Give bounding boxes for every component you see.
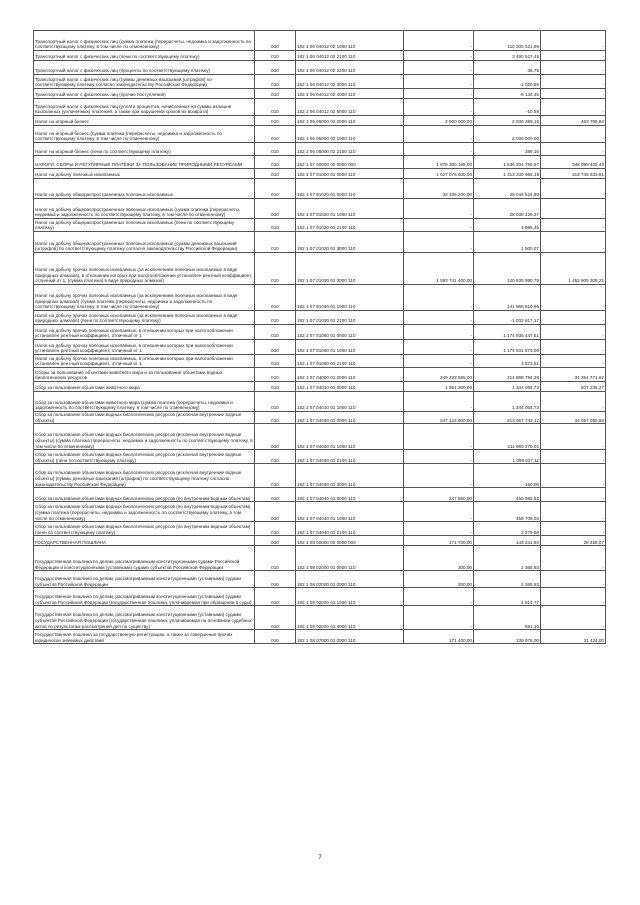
row-code-cell: 010 — [255, 311, 296, 325]
row-done-cell: 211 969 276,01 — [474, 424, 541, 450]
row-plan-cell: - — [404, 232, 474, 253]
row-done-cell: 551,16 — [474, 606, 541, 630]
table-row — [34, 536, 606, 546]
row-kbk-cell: 182 1 07 01030 01 2100 110 — [296, 311, 404, 325]
row-kbk-cell: 182 1 06 04012 02 2200 110 — [296, 61, 404, 75]
row-done-cell: 1 530 204 759,57 — [474, 156, 541, 169]
row-rest-cell: 34 057 056,88 — [541, 412, 606, 424]
row-done-cell: 28 044 524,89 — [474, 179, 541, 199]
row-name-cell: Транспортный налог с физических лиц (уплата процентов, начисленных на суммы излишне взысканных (уплаченных) платежей, а также при нарушении сроков их возврата) — [34, 99, 255, 116]
row-done-cell: -1 032 817,17 — [474, 311, 541, 325]
row-plan-cell: - — [404, 325, 474, 340]
table-row — [34, 502, 606, 522]
row-code-cell: 010 — [255, 546, 296, 571]
row-name-cell: Транспортный налог с физических лиц (сумма платежа (перерасчеты, недоимка и задолженность по соответствующему платежу, в том числе по отмененному) — [34, 31, 255, 51]
table-row — [34, 522, 606, 536]
row-code-cell: 010 — [255, 89, 296, 99]
table-row — [34, 488, 606, 502]
row-name-cell: Транспортный налог с физических лиц (пени по соответствующему платежу) — [34, 51, 255, 61]
row-plan-cell: 171 700,00 — [404, 536, 474, 546]
row-kbk-cell: 182 1 06 05000 02 0000 110 — [296, 116, 404, 126]
row-name-cell: Налог на добычу прочих полезных ископаемых (за исключением полезных ископаемых в виде природных алмазов) (пени по соответствующему платежу) — [34, 311, 255, 325]
row-kbk-cell: 182 1 07 01020 01 3000 110 — [296, 232, 404, 253]
row-done-cell: 139 976,00 — [474, 630, 541, 644]
row-plan-cell: - — [404, 143, 474, 156]
table-row — [34, 285, 606, 311]
row-plan-cell: 1 851 300,00 — [404, 382, 474, 392]
row-plan-cell: - — [404, 355, 474, 368]
row-done-cell: 1 814,77 — [474, 588, 541, 606]
row-done-cell: 36,75 — [474, 61, 541, 75]
row-code-cell: 010 — [255, 412, 296, 424]
row-kbk-cell: 182 1 06 04012 02 3000 110 — [296, 75, 404, 89]
row-code-cell: 010 — [255, 325, 296, 340]
row-rest-cell: 313 745 633,81 — [541, 169, 606, 179]
row-rest-cell: - — [541, 219, 606, 232]
row-code-cell: 010 — [255, 588, 296, 606]
row-name-cell: Сбор за пользование объектами водных биологических ресурсов (исключая внутренние водные объекты) (суммы денежных взысканий (штрафов) по соответствующему платежу согласно законодательству Российской Федерации) — [34, 464, 255, 488]
row-plan-cell: - — [404, 219, 474, 232]
row-plan-cell: - — [404, 61, 474, 75]
report-sheet — [33, 30, 605, 644]
row-name-cell: Налог на добычу прочих полезных ископаемых (за исключением полезных ископаемых в виде природных алмазов) (сумма платежа (перерасчеты, недоимка и задолженность по соответствующему платежу, в том числе по отмененному) — [34, 285, 255, 311]
row-rest-cell: - — [541, 502, 606, 522]
row-code-cell: 010 — [255, 126, 296, 143]
row-code-cell: 010 — [255, 488, 296, 502]
row-name-cell: Налог на добычу прочих полезных ископаемых (за исключением полезных ископаемых в виде природных алмазов), в отношении которых при налогообложении установлен рентный коэффициент, отличный от 1, (сумма платежа) в виде природных алмазов) — [34, 253, 255, 285]
table-row — [34, 340, 606, 355]
row-code-cell: 010 — [255, 285, 296, 311]
row-plan-cell: - — [404, 340, 474, 355]
row-done-cell: 1 313 330 966,19 — [474, 169, 541, 179]
row-rest-cell: - — [541, 99, 606, 116]
row-code-cell: 010 — [255, 502, 296, 522]
row-code-cell: 010 — [255, 219, 296, 232]
row-name-cell: Транспортный налог с физических лиц (проценты по соответствующему платежу) — [34, 61, 255, 75]
row-name-cell: Налог на добычу прочих полезных ископаемых, в отношении которых при налогообложении установлен рентный коэффициент, отличный от 1 — [34, 325, 255, 340]
row-kbk-cell: 182 1 07 04030 01 0000 110 — [296, 412, 404, 424]
row-done-cell: -10,59 — [474, 99, 541, 116]
table-row — [34, 89, 606, 99]
table-row — [34, 51, 606, 61]
row-kbk-cell: 182 1 07 01020 01 2100 110 — [296, 219, 404, 232]
table-row — [34, 571, 606, 588]
row-rest-cell: - — [541, 606, 606, 630]
row-kbk-cell: 182 1 08 02000 01 0000 110 — [296, 546, 404, 571]
table-row — [34, 546, 606, 571]
row-name-cell: Налог на добычу прочих полезных ископаемых, в отношении которых при налогообложении установлен рентный коэффициент, отличный от 1 — [34, 340, 255, 355]
row-rest-cell: 31 424,00 — [541, 630, 606, 644]
row-kbk-cell: 182 1 06 04012 02 4000 110 — [296, 89, 404, 99]
row-name-cell: Транспортный налог с физических лиц (прочие поступления) — [34, 89, 255, 99]
row-name-cell: Государственная пошлина по делам, рассматриваемым конституционными (уставными) судами субъектов Российской Федерации (государственная пошлина, уплачиваемая при обращении в суды) — [34, 588, 255, 606]
row-rest-cell: - — [541, 311, 606, 325]
row-done-cell: 140 835 990,79 — [474, 253, 541, 285]
row-name-cell: Налог на добычу общераспространенных полезных ископаемых (пени по соответствующему платежу) — [34, 219, 255, 232]
row-name-cell: Сбор за пользование объектами водных биологических ресурсов (по внутренним водным объектам) — [34, 488, 255, 502]
table-row — [34, 630, 606, 644]
row-plan-cell: - — [404, 126, 474, 143]
row-name-cell: Государственная пошлина за государственную регистрацию, а также за совершение прочих юридически значимых действий — [34, 630, 255, 644]
row-done-cell: 214 868 793,38 — [474, 368, 541, 382]
row-code-cell: 010 — [255, 75, 296, 89]
row-kbk-cell: 182 1 07 01060 01 2100 110 — [296, 355, 404, 368]
row-code-cell: 010 — [255, 392, 296, 412]
row-code-cell: 010 — [255, 253, 296, 285]
row-name-cell: Государственная пошлина по делам, рассматриваемым конституционными (уставными) судами субъектов Российской Федерации (государственная пошлина, уплачиваемая на основании судебных актов по результатам рассмотрения дел по существу) — [34, 606, 255, 630]
table-row — [34, 382, 606, 392]
row-rest-cell: - — [541, 51, 606, 61]
row-name-cell: Сбор за пользование объектами водных биологических ресурсов (исключая внутренние водные объекты) — [34, 412, 255, 424]
row-kbk-cell: 182 1 08 02020 01 4000 110 — [296, 606, 404, 630]
row-plan-cell: 1 627 076 600,00 — [404, 169, 474, 179]
row-plan-cell: 247 860,00 — [404, 488, 474, 502]
row-kbk-cell: 182 1 08 07000 01 0000 110 — [296, 630, 404, 644]
table-row — [34, 311, 606, 325]
table-row — [34, 355, 606, 368]
row-kbk-cell: 182 1 07 01020 01 1000 110 — [296, 199, 404, 219]
row-done-cell: 2 365,93 — [474, 546, 541, 571]
row-name-cell: Сбор за пользование объектами водных биологических ресурсов (по внутренним водным объектам) (сумма платежа (перерасчеты, недоимка и задолженность по соответствующему платежу, в том числе по отмененному) — [34, 502, 255, 522]
row-rest-cell: 348 095 405,43 — [541, 156, 606, 169]
row-kbk-cell: 182 1 07 01000 01 0000 110 — [296, 169, 404, 179]
row-code-cell: 010 — [255, 450, 296, 464]
row-kbk-cell: 182 1 07 04010 01 0000 110 — [296, 382, 404, 392]
row-done-cell: 143 241,93 — [474, 536, 541, 546]
row-rest-cell: 28 458,07 — [541, 536, 606, 546]
row-rest-cell: 34 354 771,62 — [541, 368, 606, 382]
row-done-cell: -1 020,59 — [474, 75, 541, 89]
row-rest-cell: - — [541, 31, 606, 51]
row-done-cell: 110 305 521,98 — [474, 31, 541, 51]
row-plan-cell: 1 878 300 165,00 — [404, 156, 474, 169]
row-kbk-cell: 182 1 08 00000 00 0000 000 — [296, 536, 404, 546]
row-plan-cell: - — [404, 588, 474, 606]
row-plan-cell: 249 223 565,00 — [404, 368, 474, 382]
row-done-cell: 2 279,50 — [474, 522, 541, 536]
row-code-cell: 010 — [255, 368, 296, 382]
row-done-cell: 1 174 936 447,51 — [474, 325, 541, 340]
row-plan-cell: - — [404, 199, 474, 219]
row-done-cell: 2 365,93 — [474, 571, 541, 588]
row-rest-cell: - — [541, 488, 606, 502]
row-done-cell: 289,16 — [474, 143, 541, 156]
table-row — [34, 99, 606, 116]
table-row — [34, 588, 606, 606]
table-row — [34, 325, 606, 340]
row-rest-cell: - — [541, 571, 606, 588]
table-row — [34, 219, 606, 232]
table-row — [34, 412, 606, 424]
row-name-cell: Сбор за пользование объектами водных биологических ресурсов (по внутренним водным объектам) (пени по соответствующему платежу) — [34, 522, 255, 536]
row-rest-cell: - — [541, 126, 606, 143]
row-plan-cell: - — [404, 89, 474, 99]
row-name-cell: ГОСУДАРСТВЕННАЯ ПОШЛИНА — [34, 536, 255, 546]
row-kbk-cell: 182 1 08 02020 01 0000 110 — [296, 571, 404, 588]
row-rest-cell: - — [541, 392, 606, 412]
row-name-cell: НАЛОГИ, СБОРЫ И РЕГУЛЯРНЫЕ ПЛАТЕЖИ ЗА ПОЛЬЗОВАНИЕ ПРИРОДНЫМИ РЕСУРСАМИ — [34, 156, 255, 169]
row-rest-cell: - — [541, 325, 606, 340]
row-rest-cell: - — [541, 355, 606, 368]
row-kbk-cell: 182 1 07 01030 01 1000 110 — [296, 285, 404, 311]
row-name-cell: Сборы за пользование объектами животного мира и за пользование объектами водных биологических ресурсов — [34, 368, 255, 382]
row-kbk-cell: 182 1 07 04030 01 2100 110 — [296, 450, 404, 464]
row-code-cell: 010 — [255, 382, 296, 392]
table-row — [34, 368, 606, 382]
table-row — [34, 169, 606, 179]
row-plan-cell: 33 336 200,00 — [404, 179, 474, 199]
page-number: 7 — [318, 855, 322, 861]
table-row — [34, 450, 606, 464]
row-code-cell: 010 — [255, 169, 296, 179]
row-code-cell: 010 — [255, 464, 296, 488]
row-kbk-cell: 182 1 07 04040 01 2100 110 — [296, 522, 404, 536]
row-kbk-cell: 182 1 06 05000 02 2100 110 — [296, 143, 404, 156]
row-name-cell: Налог на игорный бизнес — [34, 116, 255, 126]
row-rest-cell: - — [541, 143, 606, 156]
table-row — [34, 116, 606, 126]
row-name-cell: Сбор за пользование объектами водных биологических ресурсов (исключая внутренние водные объекты) (пени по соответствующему платежу) — [34, 450, 255, 464]
row-done-cell: 3 490 527,49 — [474, 51, 541, 61]
row-kbk-cell: 182 1 07 01030 01 0000 110 — [296, 253, 404, 285]
table-row — [34, 606, 606, 630]
row-kbk-cell: 182 1 06 05000 02 1000 110 — [296, 126, 404, 143]
row-plan-cell: 300,00 — [404, 546, 474, 571]
row-plan-cell: - — [404, 311, 474, 325]
row-rest-cell: - — [541, 285, 606, 311]
table-row — [34, 424, 606, 450]
row-plan-cell: - — [404, 392, 474, 412]
row-code-cell: 010 — [255, 340, 296, 355]
table-row — [34, 199, 606, 219]
row-code-cell: 010 — [255, 522, 296, 536]
row-done-cell: 4 995,45 — [474, 219, 541, 232]
row-plan-cell: 1 593 741 400,00 — [404, 253, 474, 285]
row-name-cell: Налог на игорный бизнес (сумма платежа (перерасчеты, недоимка и задолженность по соответствующему платежу, в том числе по отмененному) — [34, 126, 255, 143]
row-plan-cell: - — [404, 424, 474, 450]
row-rest-cell: - — [541, 424, 606, 450]
row-code-cell: 010 — [255, 99, 296, 116]
row-code-cell: 010 — [255, 116, 296, 126]
row-rest-cell: - — [541, 450, 606, 464]
revenue-table-body — [34, 31, 606, 644]
row-kbk-cell: 182 1 06 04012 02 2100 110 — [296, 51, 404, 61]
row-plan-cell: - — [404, 464, 474, 488]
row-code-cell: 010 — [255, 536, 296, 546]
row-name-cell: Налог на добычу прочих полезных ископаемых, в отношении которых при налогообложении установлен рентный коэффициент, отличный от 1 — [34, 355, 255, 368]
row-plan-cell: - — [404, 51, 474, 61]
table-row — [34, 31, 606, 51]
row-done-cell: -8 133,45 — [474, 89, 541, 99]
row-plan-cell: - — [404, 31, 474, 51]
row-name-cell: Транспортный налог с физических лиц (суммы денежных взысканий (штрафов) по соответствующему платежу согласно законодательству Российской Федерации) — [34, 75, 255, 89]
row-code-cell: 010 — [255, 232, 296, 253]
row-done-cell: 1 344 064,73 — [474, 392, 541, 412]
row-name-cell: Налог на добычу общераспространенных полезных ископаемых — [34, 179, 255, 199]
row-done-cell: 1 174 931 874,00 — [474, 340, 541, 355]
row-done-cell: 28 038 326,37 — [474, 199, 541, 219]
row-name-cell: Государственная пошлина по делам, рассматриваемым конституционными судами Российской Федерации и конституционными (уставными) судами субъектов Российской Федерации — [34, 546, 255, 571]
row-done-cell: 1 098 627,11 — [474, 450, 541, 464]
row-code-cell: 010 — [255, 606, 296, 630]
row-plan-cell: - — [404, 522, 474, 536]
row-name-cell: Сбор за пользование объектами водных биологических ресурсов (исключая внутренние водные объекты) (сумма платежа (перерасчеты, недоимка и задолженность по соответствующему платежу, в том числе по отмененному) — [34, 424, 255, 450]
row-code-cell: 010 — [255, 61, 296, 75]
row-name-cell: Налог на добычу общераспространенных полезных ископаемых (суммы денежных взысканий (штрафов) по соответствующему платежу согласно законодательству Российской Федерации) — [34, 232, 255, 253]
row-kbk-cell: 182 1 07 04030 01 3000 110 — [296, 464, 404, 488]
row-name-cell: Налог на добычу полезных ископаемых — [34, 169, 255, 179]
row-done-cell: 456 985,53 — [474, 488, 541, 502]
row-plan-cell: 300,00 — [404, 571, 474, 588]
table-row — [34, 392, 606, 412]
row-plan-cell: - — [404, 502, 474, 522]
row-kbk-cell: 182 1 07 04040 01 0000 110 — [296, 488, 404, 502]
row-plan-cell: 247 124 800,00 — [404, 412, 474, 424]
row-name-cell: Сбор за пользование объектами животного мира (сумма платежа (перерасчеты, недоимка и задолженность по соответствующему платежу, в том числе по отмененному) — [34, 392, 255, 412]
row-rest-cell: - — [541, 179, 606, 199]
row-kbk-cell: 182 1 06 04012 02 1000 110 — [296, 31, 404, 51]
row-done-cell: 2 036 289,16 — [474, 116, 541, 126]
row-kbk-cell: 182 1 07 04030 01 1000 110 — [296, 424, 404, 450]
row-rest-cell: 463 709,84 — [541, 116, 606, 126]
row-name-cell: Государственная пошлина по делам, рассматриваемым конституционными (уставными) судами субъектов Российской Федерации — [34, 571, 255, 588]
row-rest-cell: - — [541, 546, 606, 571]
table-row — [34, 179, 606, 199]
row-name-cell: Сбор за пользование объектами животного мира — [34, 382, 255, 392]
row-rest-cell: - — [541, 89, 606, 99]
row-code-cell: 010 — [255, 51, 296, 61]
row-code-cell: 010 — [255, 31, 296, 51]
row-rest-cell: 507 235,27 — [541, 382, 606, 392]
row-done-cell: 458 706,03 — [474, 502, 541, 522]
row-done-cell: -160,00 — [474, 464, 541, 488]
table-row — [34, 143, 606, 156]
row-code-cell: 010 — [255, 199, 296, 219]
row-plan-cell: - — [404, 285, 474, 311]
row-kbk-cell: 182 1 07 04040 01 1000 110 — [296, 502, 404, 522]
row-plan-cell: - — [404, 75, 474, 89]
row-rest-cell: - — [541, 464, 606, 488]
table-row — [34, 253, 606, 285]
row-kbk-cell: 182 1 07 01060 01 0000 110 — [296, 325, 404, 340]
row-done-cell: 213 067 743,12 — [474, 412, 541, 424]
row-code-cell: 010 — [255, 143, 296, 156]
row-kbk-cell: 182 1 07 04000 01 0000 110 — [296, 368, 404, 382]
row-rest-cell: - — [541, 340, 606, 355]
revenue-table — [33, 30, 606, 644]
row-kbk-cell: 182 1 07 01020 01 0000 110 — [296, 179, 404, 199]
row-kbk-cell: 182 1 08 02020 01 1000 110 — [296, 588, 404, 606]
table-row — [34, 464, 606, 488]
row-rest-cell: - — [541, 75, 606, 89]
row-rest-cell: - — [541, 588, 606, 606]
row-plan-cell: - — [404, 99, 474, 116]
row-done-cell: 1 500,07 — [474, 232, 541, 253]
row-rest-cell: - — [541, 232, 606, 253]
table-row — [34, 61, 606, 75]
row-kbk-cell: 182 1 07 04010 01 1000 110 — [296, 392, 404, 412]
row-done-cell: 1 344 064,73 — [474, 382, 541, 392]
row-name-cell: Налог на игорный бизнес (пени по соответствующему платежу) — [34, 143, 255, 156]
row-code-cell: 010 — [255, 424, 296, 450]
table-row — [34, 156, 606, 169]
table-row — [34, 232, 606, 253]
row-plan-cell: 2 500 000,00 — [404, 116, 474, 126]
row-plan-cell: - — [404, 606, 474, 630]
row-plan-cell: 171 400,00 — [404, 630, 474, 644]
row-done-cell: 141 868 810,96 — [474, 285, 541, 311]
row-code-cell: 010 — [255, 630, 296, 644]
row-code-cell: 010 — [255, 571, 296, 588]
row-plan-cell: - — [404, 450, 474, 464]
row-rest-cell: 1 452 905 309,21 — [541, 253, 606, 285]
row-code-cell: 010 — [255, 355, 296, 368]
row-code-cell: 010 — [255, 156, 296, 169]
row-name-cell: Налог на добычу общераспространенных полезных ископаемых (сумма платежа (перерасчеты, недоимка и задолженность по соответствующему платежу, в том числе по отмененному) — [34, 199, 255, 219]
row-kbk-cell: 182 1 07 01060 01 1000 110 — [296, 340, 404, 355]
row-done-cell: 4 573,51 — [474, 355, 541, 368]
row-kbk-cell: 182 1 06 04012 02 5000 110 — [296, 99, 404, 116]
row-rest-cell: - — [541, 522, 606, 536]
table-row — [34, 75, 606, 89]
row-code-cell: 010 — [255, 179, 296, 199]
row-rest-cell: - — [541, 61, 606, 75]
row-kbk-cell: 182 1 07 00000 00 0000 000 — [296, 156, 404, 169]
row-rest-cell: - — [541, 199, 606, 219]
row-done-cell: 2 036 000,00 — [474, 126, 541, 143]
table-row — [34, 126, 606, 143]
